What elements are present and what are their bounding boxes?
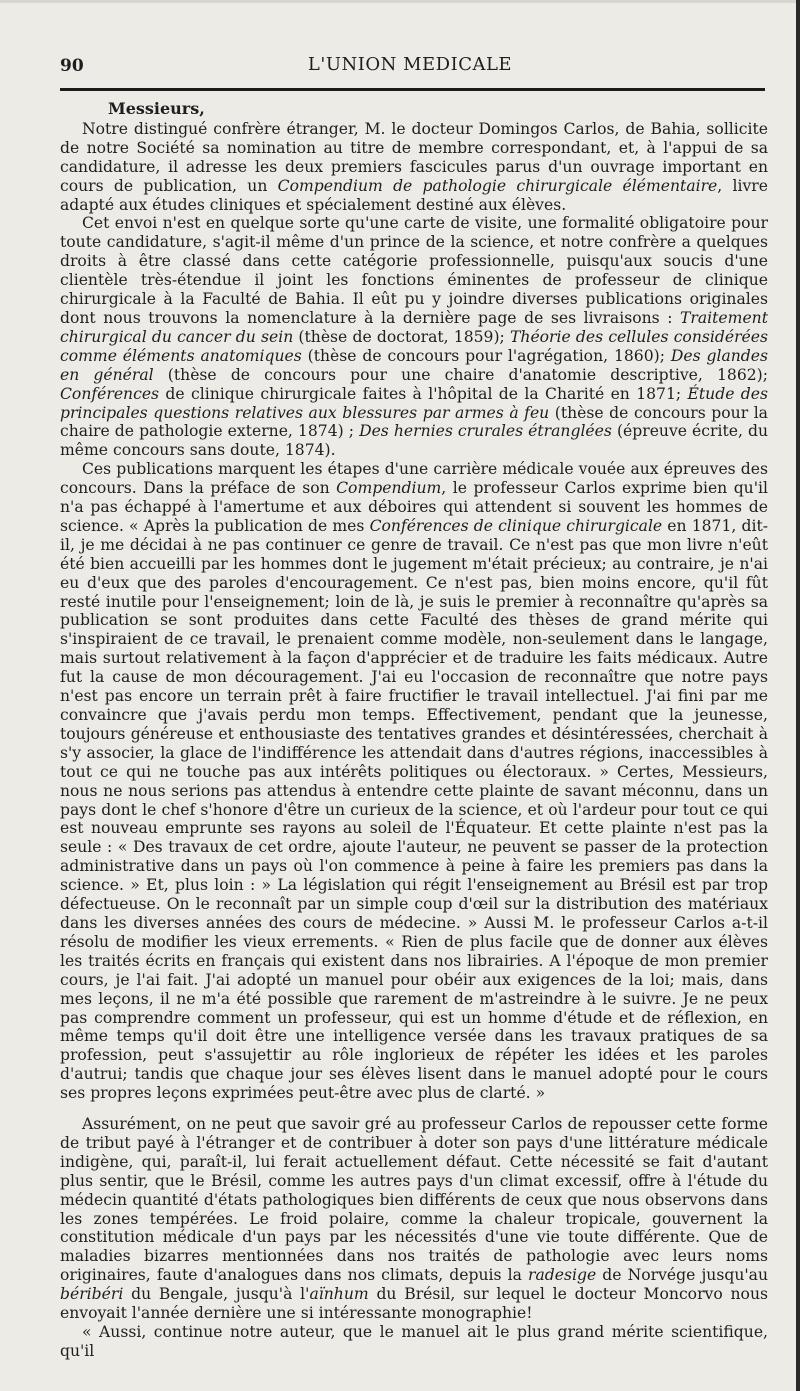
italic-title: Des glandes en général: [60, 346, 768, 384]
text-run: Cet envoi n'est en quelque sorte qu'une carte de visite, une formalité obligatoire pour toute candidature, s'agit-il même d'un prince de la science, et notre confrère a quelques droits à être classé dans cette catégorie professionnelle, puisqu'aux soucis d'une clientèle très-étendue il joint les fonctions éminentes de professeur de clinique chirurgicale à la Faculté de Bahia. Il eût pu y joindre diverses publications originales dont nous trouvons la nomenclature à la dernière page de ses livraisons :: [60, 214, 768, 327]
paragraph-5: [60, 1323, 768, 1361]
text-run: du Brésil, sur lequel le docteur Moncorvo nous envoyait l'année dernière une si intéressante monographie!: [60, 1285, 768, 1323]
italic-title: Traitement chirurgical du cancer du sein: [60, 308, 768, 346]
italic-title: Conférences: [60, 384, 160, 403]
italic-title: Étude des principales questions relatives aux blessures par armes à feu: [60, 384, 768, 422]
text-run: en 1871, dit-il, je me décidai à ne pas continuer ce genre de travail. Ce n'est pas que mon livre n'eût été bien accueilli par les hommes dont le jugement m'était précieux; au contraire, je n'ai eu d'eux que des paroles d'encouragement. Ce n'est pas, bien moins encore, qu'il fût resté inutile pour l'enseignement; loin de là, je suis le premier à reconnaître qu'après sa publication se sont produites dans cette Faculté des thèses de grand mérite qui s'inspiraient de ce travail, le prenaient comme modèle, non-seulement dans le langage, mais surtout relativement à la façon d'apprécier et de traduire les faits médicaux. Autre fut la cause de mon découragement. J'ai eu l'occasion de reconnaître que notre pays n'est pas encore un terrain prêt à faire fructifier le travail intellectuel. J'ai fini par me convaincre que j'avais perdu mon temps. Effectivement, pendant que la jeunesse, toujours généreuse et enthousiaste des tentatives grandes et désintéressées, cherchait à s'y associer, la glace de l'indifférence les attendait dans d'autres régions, inaccessibles à tout ce qui ne touche pas aux intérêts politiques ou électoraux. » Certes, Messieurs, nous ne nous serions pas attendus à entendre cette plainte de savant méconnu, dans un pays dont le chef s'honore d'être un curieux de la science, et où l'ardeur pour tout ce qui est nouveau emprunte ses rayons au soleil de l'Équateur. Et cette plainte n'est pas la seule : « Des travaux de cet ordre, ajoute l'auteur, ne peuvent se passer de la protection administrative dans un pays où l'on commence à peine à faire les premiers pas dans la science. » Et, plus loin : » La législation qui régit l'enseignement au Brésil est par trop défectueuse. On le reconnaît par un simple coup d'œil sur la distribution des matériaux dans les diverses années des cours de médecine. » Aussi M. le professeur Carlos a-t-il résolu de modifier les vieux errements. « Rien de plus facile que de donner aux élèves les traités écrits en français qui existent dans nos librairies. A l'époque de mon premier cours, je l'ai fait. J'ai adopté un manuel pour obéir aux exigences de la loi; mais, dans mes leçons, il ne m'a été possible que rarement de m'astreindre à le suivre. Je ne peux pas comprendre comment un professeur, qui est un homme d'étude et de réflexion, en même temps qu'il doit être une intelligence versée dans les travaux pratiques de sa profession, peut s'assujettir au rôle inglorieux de répéter les idées et les paroles d'autrui; tandis que chaque jour ses élèves lisent dans le manuel adopté pour le cours ses propres leçons exprimées peut-être avec plus de clarté. »: [60, 516, 769, 1103]
text-run: , le professeur Carlos exprime bien qu'il n'a pas échappé à l'amertume et aux déboires qui attendent si souvent les hommes de science. « Après la publication de mes: [60, 479, 768, 535]
italic-title: Des hernies crurales étranglées: [359, 422, 612, 441]
text-run: Notre distingué confrère étranger, M. le docteur Domingos Carlos, de Bahia, sollicite de notre Société sa nomination au titre de membre correspondant, et, à l'appui de sa candidature, il adresse les deux premiers fascicules parus d'un ouvrage important en cours de publication, un: [60, 119, 768, 195]
paragraph-4: [60, 1115, 768, 1323]
italic-title: aïnhum: [309, 1285, 369, 1304]
page-binding-edge: [796, 0, 800, 1391]
page-top-edge: [0, 0, 800, 3]
italic-title: Compendium de pathologie chirurgicale élémentaire: [277, 176, 718, 195]
italic-title: Compendium: [336, 479, 442, 498]
text-run: « Aussi, continue notre auteur, que le manuel ait le plus grand mérite scientifique, qu'il: [60, 1323, 768, 1360]
italic-title: béribéri: [60, 1285, 124, 1304]
text-run: de clinique chirurgicale faites à l'hôpital de la Charité en 1871;: [159, 384, 688, 403]
text-run: (thèse de concours pour la chaire de pathologie externe, 1874) ;: [60, 403, 768, 441]
text-run: Assurément, on ne peut que savoir gré au professeur Carlos de repousser cette forme de tribut payé à l'étranger et de contribuer à doter son pays d'une littérature médicale indigène, qui, paraît-il, lui ferait actuellement défaut. Cette nécessité se fait d'autant plus sentir, que le Brésil, comme les autres pays d'un climat excessif, offre à l'étude du médecin quantité d'états pathologiques bien différents de ceux que nous observons dans les zones tempérées. Le froid polaire, comme la chaleur tropicale, gouvernent la constitution médicale d'un pays par les nécessités d'une vie toute différente. Que de maladies bizarres mentionnées dans nos traités de pathologie avec leurs noms originaires, faute d'analogues dans nos climats, depuis la: [60, 1115, 768, 1285]
text-run: , livre adapté aux études cliniques et spécialement destiné aux élèves.: [60, 176, 768, 214]
text-run: du Bengale, jusqu'à l': [123, 1285, 310, 1304]
italic-title: radesige: [528, 1266, 597, 1285]
running-title: L'UNION MEDICALE: [307, 54, 513, 75]
italic-title: Conférences de clinique chirurgicale: [369, 516, 663, 535]
text-run: (thèse de concours pour l'agrégation, 1860);: [301, 346, 671, 365]
text-run: (thèse de doctorat, 1859);: [293, 327, 510, 346]
page-number: 90: [60, 56, 84, 76]
italic-title: Théorie des cellules considérées comme éléments anatomiques: [60, 327, 768, 365]
paragraph-gap: [60, 1103, 768, 1115]
article-body: [60, 100, 768, 1361]
text-run: (épreuve écrite, du même concours sans doute, 1874).: [60, 422, 768, 460]
text-run: de Norvége jusqu'au: [596, 1266, 768, 1285]
salutation: Messieurs,: [108, 99, 205, 118]
paragraph-1: [60, 120, 768, 215]
header-rule: [60, 88, 765, 91]
text-run: (thèse de concours pour une chaire d'anatomie descriptive, 1862);: [153, 365, 769, 384]
page-header: [60, 52, 760, 82]
paragraph-2: [60, 214, 768, 460]
paragraph-3: [60, 460, 768, 1103]
text-run: Ces publications marquent les étapes d'une carrière médicale vouée aux épreuves des concours. Dans la préface de son: [60, 460, 768, 498]
